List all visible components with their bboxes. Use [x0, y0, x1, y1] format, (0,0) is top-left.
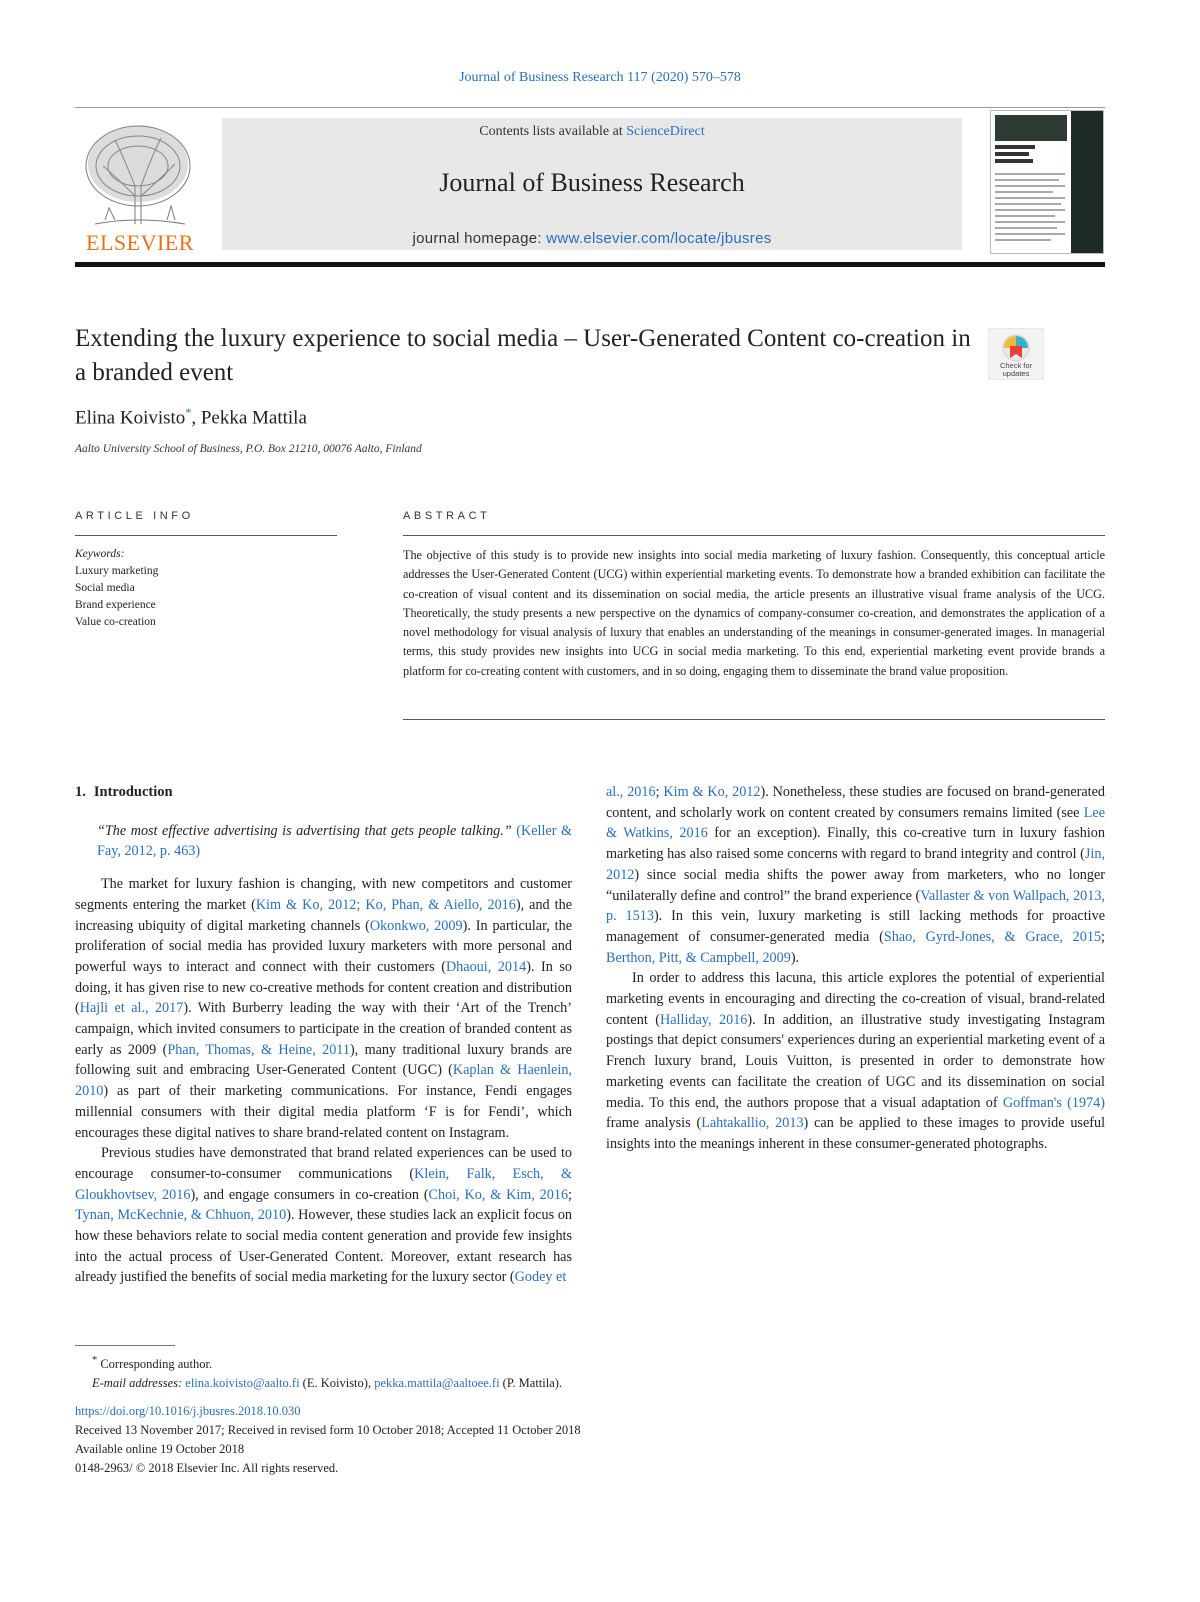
keyword-item: Social media [75, 582, 135, 594]
email-link-mattila[interactable]: pekka.mattila@aaltoee.fi [374, 1376, 500, 1391]
citation-link[interactable]: Klein, Falk, Esch, & Gloukhovtsev, 2016 [75, 1165, 572, 1203]
article-metadata [75, 1402, 1075, 1478]
journal-citation[interactable]: Journal of Business Research 117 (2020) 570–578 [459, 70, 741, 85]
journal-cover-thumbnail [990, 110, 1104, 254]
citation-link[interactable]: Vallaster & von Wallpach, 2013, p. 1513 [606, 887, 1105, 925]
article-info-divider [75, 535, 337, 536]
doi-link[interactable]: https://doi.org/10.1016/j.jbusres.2018.10.030 [75, 1404, 301, 1418]
corresponding-author-mark[interactable]: * [185, 405, 192, 419]
citation-link[interactable]: Goffman's (1974) [1002, 1094, 1105, 1111]
homepage-link[interactable]: www.elsevier.com/locate/jbusres [546, 230, 772, 247]
citation-link[interactable]: Choi, Ko, & Kim, 2016 [428, 1186, 569, 1203]
citation-link[interactable]: Kim & Ko, 2012 [663, 784, 761, 800]
citation-link[interactable]: (Keller & Fay, 2012, p. 463) [97, 822, 572, 860]
corresponding-author-note: * Corresponding author. [92, 1355, 213, 1372]
abstract-divider [403, 535, 1105, 536]
online-date: Available online 19 October 2018 [75, 1442, 245, 1456]
abstract-heading: ABSTRACT [403, 510, 491, 522]
masthead-rule [75, 262, 1105, 267]
contents-line: Contents lists available at ScienceDirect [479, 124, 705, 139]
author-list: Elina Koivisto*, Pekka Mattila [75, 405, 307, 429]
keywords-title: Keywords: [75, 548, 125, 560]
intro-paragraph-2: Previous studies have demonstrated that brand related experiences can be used to encourage consumer-to-consumer communications (Klein, Falk, Esch, & Gloukhovtsev, 2016), and engage consumers in co-creation (Choi, Ko, & Kim, 2016; Tynan, McKechnie, & Chhuon, 2010). However, these studies lack an explicit focus on how these behaviors relate to social media content generation and provide few insights into the actual process of User-Generated Content. Moreover, extant research has already justified the benefits of social media marketing for the luxury sector (Godey et [75, 1145, 573, 1286]
epigraph [75, 821, 572, 862]
citation-link[interactable]: Berthon, Pitt, & Campbell, 2009 [606, 949, 791, 966]
citation-link[interactable]: Okonkwo, 2009 [369, 917, 463, 934]
citation-link[interactable]: al., 2016 [606, 784, 656, 800]
keyword-item: Luxury marketing [75, 565, 159, 577]
intro-paragraph-1: The market for luxury fashion is changing, with new competitors and customer segments entering the market (Kim & Ko, 2012; Ko, Phan, & Aiello, 2016), and the increasing ubiquity of digital marketing channels (Okonkwo, 2009). In particular, the proliferation of social media has provided luxury marketers with more personal and powerful ways to interact and connect with their customers (Dhaoui, 2014). In so doing, it has given rise to new co-creative methods for content creation and distribution (Hajli et al., 2017). With Burberry leading the way with their ‘Art of the Trench’ campaign, which invited consumers to participate in the creation of branded content as early as 2009 (Phan, Thomas, & Heine, 2011), many traditional luxury brands are following suit and embracing User-Generated Content (UGC) (Kaplan & Haenlein, 2010) as part of their marketing communications. For instance, Fendi engages millennial consumers with their digital media platform ‘F is for Fendi’, which encourages these digital natives to share brand-related content on Instagram. [75, 876, 573, 1141]
keywords-block [75, 546, 335, 631]
citation-link[interactable]: Shao, Gyrd-Jones, & Grace, 2015 [883, 928, 1102, 945]
keyword-item: Value co-creation [75, 616, 156, 628]
body-right-column [606, 782, 1105, 1155]
citation-link[interactable]: Halliday, 2016 [660, 1011, 748, 1028]
body-left-column [75, 782, 572, 1288]
section-heading-introduction: 1. Introduction [75, 784, 173, 800]
article-info-heading: ARTICLE INFO [75, 510, 194, 522]
copyright: 0148-2963/ © 2018 Elsevier Inc. All rights reserved. [75, 1461, 339, 1475]
citation-link[interactable]: Hajli et al., 2017 [79, 1000, 184, 1017]
received-dates: Received 13 November 2017; Received in revised form 10 October 2018; Accepted 11 October 2018 [75, 1423, 581, 1437]
elsevier-wordmark: ELSEVIER [86, 230, 194, 255]
abstract-bottom-divider [403, 719, 1105, 720]
citation-link[interactable]: Kaplan & Haenlein, 2010 [75, 1062, 572, 1100]
email-link-koivisto[interactable]: elina.koivisto@aalto.fi [185, 1376, 300, 1391]
citation-link[interactable]: Jin, 2012 [606, 846, 1105, 883]
header-divider [75, 107, 1105, 108]
citation-link[interactable]: Lahtakallio, 2013 [701, 1115, 804, 1132]
abstract-text: The objective of this study is to provide new insights into social media marketing of luxury fashion. Consequently, this conceptual article addresses the User-Generated Content (UCG) within experiential marketing events. To demonstrate how a branded exhibition can facilitate the co-creation of visual content and its dissemination on social media, the article presents an illustrative visual frame analysis of the UCG. Theoretically, the study presents a new perspective on the dynamics of company-consumer co-creation, and demonstrates the application of a novel methodology for visual analysis of luxury that enables an understanding of the meanings in consumer-generated images. In managerial terms, this study provides new insights into UCG in social media marketing. To this end, experiential marketing event provide brands a platform for co-creating content with customers, and in so doing, engaging them to disseminate the brand value proposition. [403, 548, 1105, 678]
citation-link[interactable]: Kim & Ko, 2012; Ko, Phan, & Aiello, 2016 [255, 896, 516, 913]
journal-cover-icon [991, 111, 1103, 253]
journal-title: Journal of Business Research [439, 168, 745, 197]
citation-link[interactable]: Phan, Thomas, & Heine, 2011 [167, 1041, 350, 1058]
citation-link[interactable]: Dhaoui, 2014 [445, 958, 527, 975]
crossmark-label: Check for updates [999, 361, 1033, 378]
author-mattila: Pekka Mattila [200, 407, 307, 429]
citation-link[interactable]: Lee & Watkins, 2016 [606, 804, 1105, 842]
citation-link[interactable]: Godey et [514, 1269, 567, 1286]
intro-paragraph-2-continued: al., 2016; Kim & Ko, 2012). Nonetheless, these studies are focused on brand-generated content, and scholarly work on content created by consumers remains limited (see Lee & Watkins, 2016 for an exception). Finally, this co-creative turn in luxury fashion marketing has also raised some concerns with regard to brand integrity and control (Jin, 2012) since social media shifts the power away from marketers, who no longer “unilaterally define and control” the brand experience (Vallaster & von Wallpach, 2013, p. 1513). In this vein, luxury marketing is still lacking methods for proactive management of consumer-generated media (Shao, Gyrd-Jones, & Grace, 2015; Berthon, Pitt, & Campbell, 2009). [606, 784, 1105, 966]
affiliation: Aalto University School of Business, P.O. Box 21210, 00076 Aalto, Finland [75, 443, 422, 455]
journal-homepage: journal homepage: www.elsevier.com/locate/jbusres [412, 230, 772, 247]
citation-link[interactable]: Tynan, McKechnie, & Chhuon, 2010 [75, 1207, 287, 1224]
check-for-updates-badge[interactable] [988, 328, 1044, 380]
email-addresses: E-mail addresses: elina.koivisto@aalto.fi (E. Koivisto), pekka.mattila@aaltoee.fi (P. Mattila). [92, 1376, 563, 1391]
epigraph-quote: “The most effective advertising is advertising that gets people talking.” [97, 822, 512, 839]
footnote-divider [75, 1345, 175, 1346]
footnotes [92, 1351, 1092, 1393]
author-koivisto: Elina Koivisto [75, 407, 186, 429]
article-title: Extending the luxury experience to social media – User-Generated Content co-creation in a branded event [75, 325, 971, 386]
keyword-item: Brand experience [75, 599, 156, 611]
sciencedirect-link[interactable]: ScienceDirect [626, 124, 705, 139]
intro-paragraph-3: In order to address this lacuna, this article explores the potential of experiential marketing events in encouraging and directing the co-creation of visual, brand-related content (Halliday, 2016). In addition, an illustrative study investigating Instagram postings that depict consumers' experiences during an experiential marketing event of a French luxury brand, Louis Vuitton, is presented in order to demonstrate how marketing events can facilitate the creation of UGC and its dissemination on social media. To this end, the authors propose that a visual adaptation of Goffman's (1974) frame analysis (Lahtakallio, 2013) can be applied to these images to provide useful insights into the meanings inherent in these consumer-generated photographs. [606, 970, 1106, 1152]
